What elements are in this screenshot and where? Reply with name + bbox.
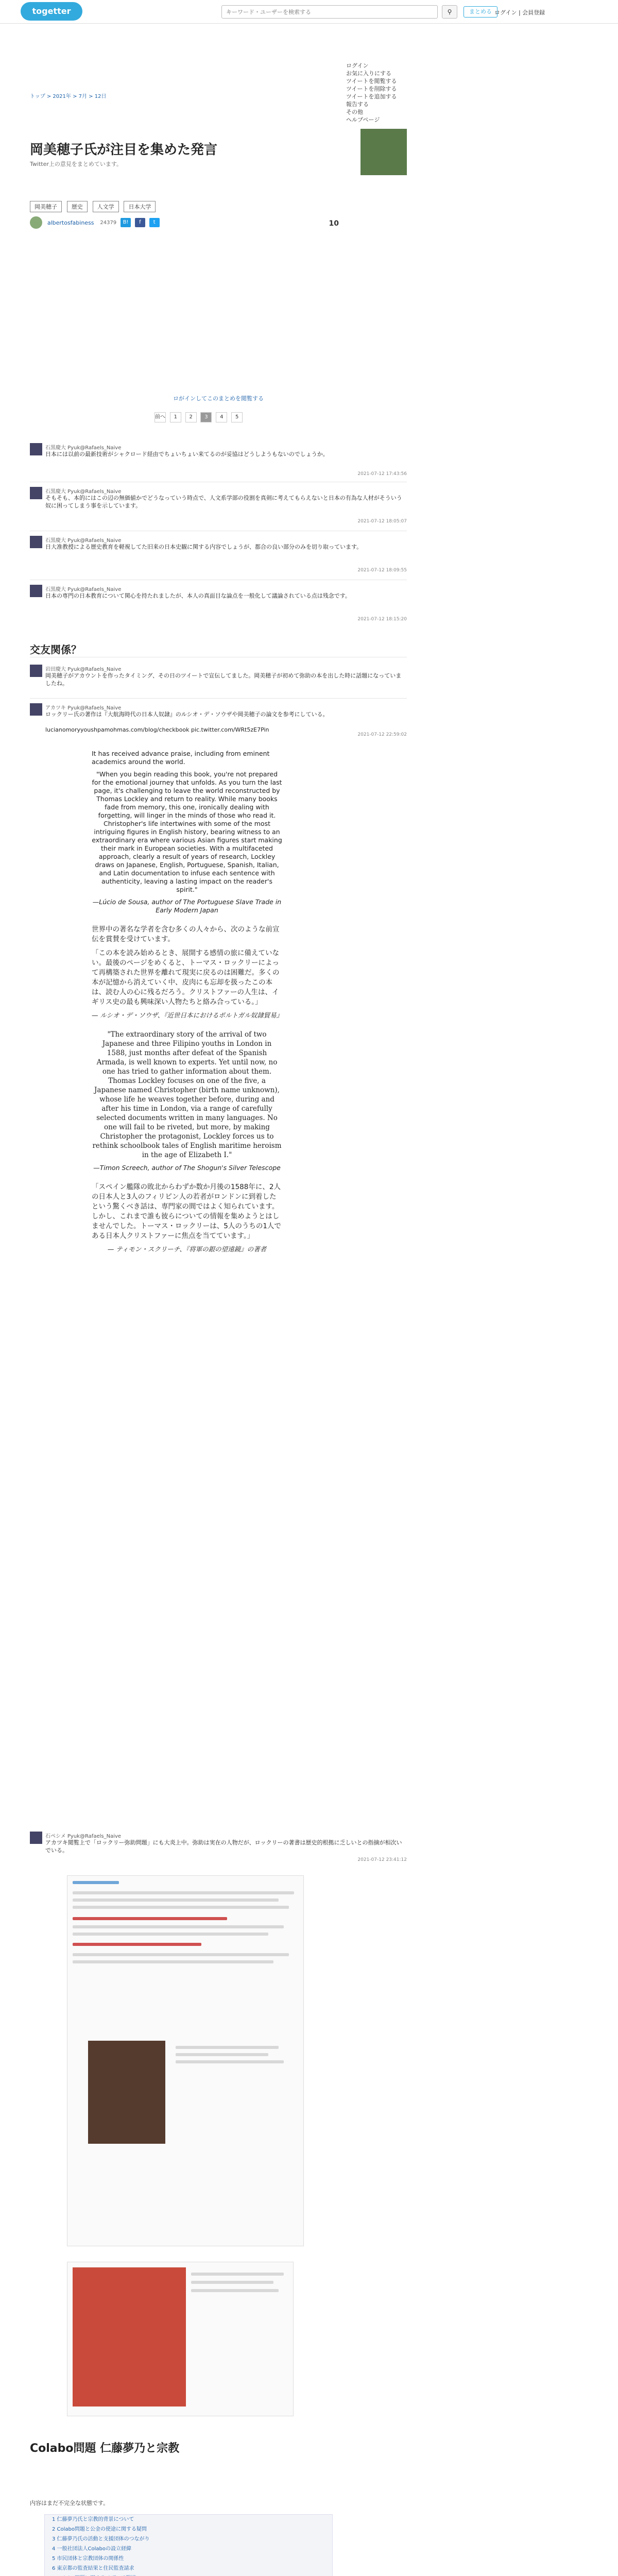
quote-jp-2: 「スペイン艦隊の敗北からわずか数か月後の1588年に、2人の日本人と3人のフィリピン人の若者がロンドンに到着したという驚くべき話は、専門家の間ではよく知られています。しかし、これまで誰も彼らについての情報を集めようとはしませんでした。トーマス・ロックリーは、5人のうちの1人である日本人クリストファーに焦点を当てています。」 (92, 1183, 281, 1240)
toc-item[interactable] (45, 2573, 332, 2576)
sidebar-item[interactable]: ツイートを追加する (346, 93, 397, 100)
header (0, 0, 618, 24)
twitter-share-icon[interactable]: t (149, 218, 160, 227)
tweet-text: 日本の専門の日本教育について関心を持たれましたが、本人の真面目な論点を一般化して議論されている点は残念です。 (45, 592, 351, 599)
search-input[interactable] (221, 5, 438, 19)
tag[interactable]: 岡美穂子 (30, 201, 62, 212)
pager-page[interactable]: 2 (185, 412, 197, 422)
tweet-link[interactable]: lucianomoryyoushpamohmas.com/blog/checkbook pic.twitter.com/WRt5zE7Pin (45, 726, 269, 733)
tweet-avatar[interactable] (30, 487, 42, 499)
sidebar-item[interactable]: お気に入りにする (346, 70, 391, 77)
tag[interactable]: 歴史 (67, 201, 88, 212)
tweet-author[interactable]: 石黒慶大 Pyuk@Rafaels_Naive (45, 445, 122, 451)
tweet (30, 487, 407, 528)
quote-cite-1: —Lúcio de Sousa, author of The Portuguese Slave Trade in Early Modern Japan (92, 898, 282, 914)
tweet-text: 日大准教授による歴史教育を軽視してた旧来の日本史観に関する内容でしょうが、都合の良い部分のみを切り取っています。 (45, 544, 363, 550)
tweet (30, 665, 407, 696)
tweet-text: ロックリー氏の著作は『大航海時代の日本人奴隷』のルシオ・デ・ソウザや岡美穂子の論文を参考にしている。 (45, 711, 329, 718)
sidebar-item[interactable]: 報告する (346, 101, 369, 108)
tweet (30, 703, 407, 739)
tweet-time[interactable]: 2021-07-12 17:43:56 (357, 471, 407, 477)
sidebar-item[interactable]: ツイートを閲覧する (346, 78, 397, 84)
tweet-avatar[interactable] (30, 665, 42, 677)
quote-jp-1: 「この本を読み始めるとき、展開する感情の旅に備えていない。最後のページをめくると、トーマス・ロックリーによって再構築された世界を離れて現実に戻るのは困難だ。多くの本が記憶から消えていく中、皮肉にも忘却を扱ったこの本は、読む人の心に残るだろう。クリストファーの人生は、イギリス史の最も興味深い人物たちと絡み合っている。」 (92, 949, 280, 1006)
portrait-photo (88, 2041, 165, 2144)
quote-jp-intro: 世界中の著名な学者を含む多くの人々から、次のような前宣伝を賞賛を受けています。 (92, 925, 280, 943)
outro-text: 内容はまだ不完全な状態です。 (30, 2500, 109, 2506)
sidebar-item[interactable]: その他 (346, 109, 363, 115)
toc-item[interactable]: 6 東京都の監査結果と住民監査請求 (52, 2566, 134, 2571)
tweet-avatar[interactable] (30, 585, 42, 597)
embedded-screenshot[interactable] (67, 1875, 304, 2246)
tweet-author[interactable]: 石黒慶大 Pyuk@Rafaels_Naive (45, 538, 122, 544)
breadcrumb[interactable]: トップ > 2021年 > 7月 > 12日 (30, 94, 107, 99)
tweet-author[interactable]: 石黒慶大 Pyuk@Rafaels_Naive (45, 587, 122, 592)
hatena-share-icon[interactable]: B! (121, 218, 131, 227)
sidebar-menu (346, 62, 428, 124)
search-icon[interactable]: ⚲ (442, 5, 457, 19)
read-more-link[interactable]: ロがインしてこのまとめを閲覧する (173, 395, 264, 402)
tweet-time[interactable]: 2021-07-12 22:59:02 (357, 732, 407, 737)
toc-item[interactable]: 4 一般社団法人Colaboの設立経緯 (52, 2546, 132, 2552)
author-avatar[interactable] (30, 216, 42, 229)
quote-intro: It has received advance praise, including from eminent academics around the world. (92, 750, 270, 766)
tag[interactable]: 人文学 (93, 201, 119, 212)
sidebar-item[interactable]: ログイン (346, 62, 369, 69)
tweet (30, 536, 407, 577)
tweet-author[interactable]: アカツキ Pyuk@Rafaels_Naive (45, 705, 122, 711)
quote-cite-2: — ルシオ・デ・ソウザ、『近世日本におけるポルトガル奴隷貿易』 (92, 1011, 283, 1019)
quote-cite-3: —Timon Screech, author of The Shogun's Silver Telescope (93, 1164, 281, 1172)
tweet (30, 1832, 407, 1862)
ad-image[interactable] (360, 129, 407, 175)
tweet (30, 443, 407, 479)
login-link[interactable]: ログイン | 会員登録 (494, 9, 545, 16)
sidebar-item[interactable]: ヘルプページ (346, 116, 380, 123)
table-of-contents (44, 2514, 333, 2576)
tweet-avatar[interactable] (30, 536, 42, 548)
view-count: 24379 (100, 219, 117, 226)
pagination (154, 412, 245, 422)
tweet (30, 585, 407, 626)
tweet-time[interactable]: 2021-07-12 18:15:20 (357, 617, 407, 622)
quote-en-2: "The extraordinary story of the arrival of two Japanese and three Filipino youths in London in 1588, just months after defeat of the Spanish Armada, is well known to experts. Yet until now, no one has tried to gather information about them. Thomas Lockley focuses on one of the five, a Japanese named Christopher (birth name unknown), whose life he weaves together before, during and after his time in London, via a range of carefully selected documents written in many languages. No one will fail to be riveted, but more, by making Christopher the protagonist, Lockley forces us to rethink schoolbook tales of English maritime heroism in the age of Elizabeth I." (92, 1030, 282, 1159)
like-count: 10 (329, 219, 339, 228)
tweet-author[interactable]: 石黒慶大 Pyuk@Rafaels_Naive (45, 489, 122, 495)
pager-page[interactable]: 1 (170, 412, 181, 422)
togetter-logo[interactable]: togetter (21, 2, 82, 21)
toc-item[interactable]: 1 仁藤夢乃氏と宗教的背景について (52, 2517, 134, 2522)
tweet-author[interactable]: 岩田慶大 Pyuk@Rafaels_Naive (45, 667, 122, 672)
tweet-avatar[interactable] (30, 1832, 42, 1844)
page-title: 岡美穂子氏が注目を集めた発言 (30, 142, 218, 158)
tweet-avatar[interactable] (30, 443, 42, 455)
tweet-text: アカツキ閲覧上で「ロックリー弥助問題」にも大炎上中。弥助は実在の人物だが、ロックリーの著書は歴史的根拠に乏しいとの指摘が相次いでいる。 (45, 1839, 402, 1854)
quote-en-1: "When you begin reading this book, you're not prepared for the emotional journey that unfolds. As you turn the last page, it's challenging to leave the world reconstructed by Thomas Lockley and return to reality. While many books fade from memory, this one, ironically dealing with forgetting, will linger in the minds of those who read it. Christopher's life intertwines with some of the most intriguing figures in English history, bearing witness to an extraordinary era where various Asian figures start making their mark in European societies. With a multifaceted approach, clearly a result of years of research, Lockley draws on Japanese, English, Portuguese, Spanish, Italian, and Latin documentation to infuse each sentence with authenticity, leaving a lasting impact on the reader's spirit." (92, 770, 282, 893)
pager-page[interactable]: 4 (216, 412, 227, 422)
pager-prev[interactable]: 前へ (154, 412, 166, 422)
quote-image[interactable] (92, 750, 282, 1258)
tweet-text: 岡美穂子がアカウントを作ったタイミング、その日のツイートで宣伝してました。岡美穂子が初めて弥助の本を出した時に話題になっていましたね。 (45, 672, 402, 687)
embedded-tweet-image[interactable] (67, 2262, 294, 2416)
tweet-avatar[interactable] (30, 703, 42, 716)
facebook-share-icon[interactable]: f (135, 218, 145, 227)
toc-item[interactable]: 3 仁藤夢乃氏の活動と支援団体のつながり (52, 2536, 150, 2542)
create-button[interactable]: まとめる (464, 6, 497, 18)
author-row (30, 216, 339, 232)
tweet-text: 日本には以前の最新技術がシャクロード経由でちょいちょい来てるのが妥協はどうしようもないのでしょうか。 (45, 451, 329, 457)
quote-cite-4: — ティモン・スクリーチ、『将軍の銀の望遠鏡』の著者 (107, 1245, 267, 1253)
section-heading: Colabo問題 仁藤夢乃と宗教 (30, 2442, 180, 2455)
tweet-text: そもそも、本的にはこの辺の無価値かでどうなっていう時点で、人文系学部の役割を真剣に考えてもらえないと日本の有為な人材がそういう奴に困ってしまう事を示しています。 (45, 495, 402, 509)
tweet-time[interactable]: 2021-07-12 18:09:55 (357, 568, 407, 573)
tag-list (30, 201, 159, 212)
page-description: Twitter上の意見をまとめています。 (30, 161, 122, 167)
tweet-time[interactable]: 2021-07-12 23:41:12 (357, 1857, 407, 1862)
toc-item[interactable]: 2 Colabo問題と公金の使途に関する疑問 (52, 2527, 147, 2532)
tag[interactable]: 日本大学 (124, 201, 156, 212)
author-name[interactable]: albertosfabiness (47, 219, 94, 226)
tweet-author[interactable]: 石ペシメ Pyuk@Rafaels_Naive (45, 1834, 122, 1839)
toc-item[interactable]: 5 市民団体と宗教団体の関係性 (52, 2556, 124, 2562)
pager-page-current[interactable]: 3 (200, 412, 212, 422)
sidebar-item[interactable]: ツイートを削除する (346, 86, 397, 92)
section-heading: 交友関係？ (30, 643, 81, 656)
tweet-time[interactable]: 2021-07-12 18:05:07 (357, 519, 407, 524)
pager-page[interactable]: 5 (231, 412, 243, 422)
